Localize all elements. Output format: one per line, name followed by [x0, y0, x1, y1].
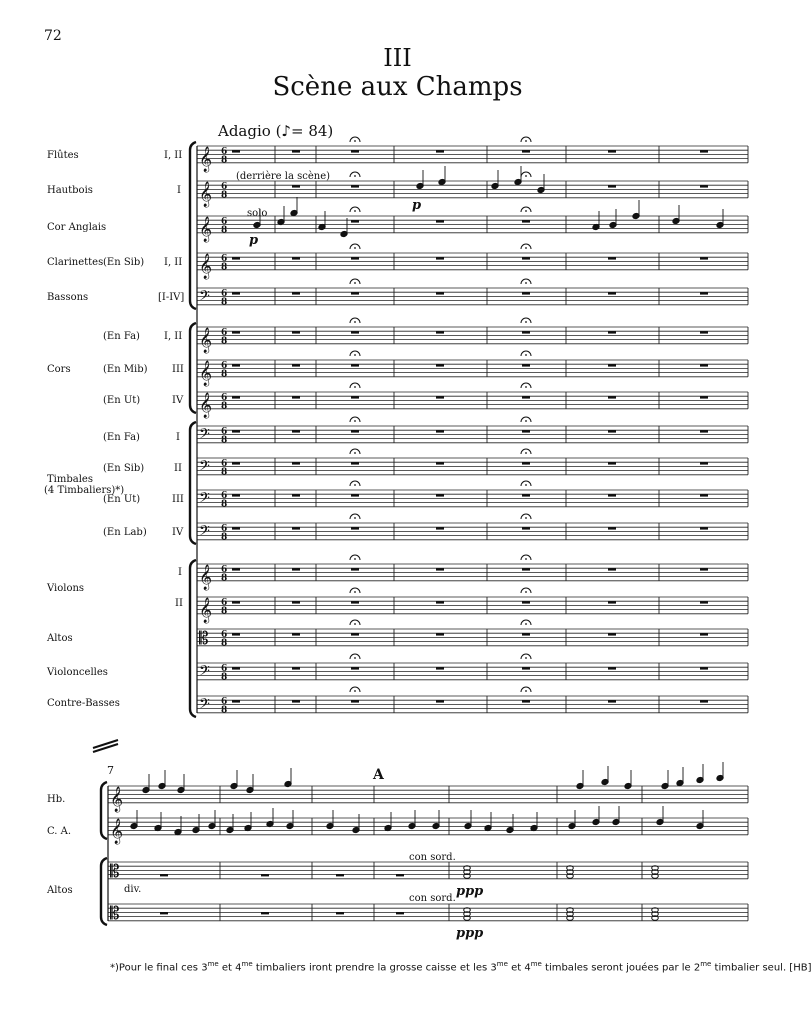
fermata-dot [525, 140, 527, 142]
fermata-dot [354, 175, 356, 177]
whole-rest [232, 396, 240, 398]
time-signature-top: 6 [221, 697, 228, 707]
footnote-sup-2: me [241, 960, 253, 968]
whole-rest [292, 568, 300, 570]
clefs [110, 146, 227, 924]
annotation-div: div. [124, 884, 142, 895]
whole-rest [292, 292, 300, 294]
transposition-label-timp-4: (En Lab) [103, 527, 147, 538]
bass-clef: 𝄢 [199, 522, 210, 543]
transposition-label-horn-3: (En Ut) [103, 395, 141, 406]
whole-rest [522, 568, 530, 570]
whole-rest [608, 601, 616, 603]
time-signature-top: 6 [221, 182, 228, 192]
fermata-dot [354, 210, 356, 212]
whole-rest [232, 364, 240, 366]
whole-rest [292, 462, 300, 464]
time-signature-top: 6 [221, 491, 228, 501]
whole-rest [232, 633, 240, 635]
whole-rest [396, 874, 404, 876]
fermata-dot [354, 690, 356, 692]
time-signature-bottom: 8 [221, 435, 228, 446]
whole-rest [608, 430, 616, 432]
time-signature-top: 6 [221, 217, 228, 227]
whole-rest [436, 601, 444, 603]
bass-clef: 𝄢 [199, 457, 210, 478]
whole-rest [292, 150, 300, 152]
treble-clef: 𝄞 [199, 327, 213, 353]
time-signature-bottom: 8 [221, 401, 228, 412]
whole-rest [351, 364, 359, 366]
whole-rest [522, 220, 530, 222]
whole-rest [700, 494, 708, 496]
whole-rest [436, 700, 444, 702]
whole-rest [522, 257, 530, 259]
whole-rest [336, 874, 344, 876]
fermata-dot [525, 247, 527, 249]
whole-rest [700, 331, 708, 333]
movement-title: Scène aux Champs [272, 72, 523, 102]
footnote-marker: *) [110, 962, 119, 974]
whole-rest [396, 912, 404, 914]
transposition-label-timp-2: (En Sib) [103, 463, 145, 474]
fermata-dot [354, 591, 356, 593]
time-signature-bottom: 8 [221, 225, 228, 236]
whole-rest [292, 257, 300, 259]
treble-clef: 𝄞 [110, 818, 124, 844]
footnote-text-5: timbales seront jouées par le 2 [541, 962, 701, 974]
whole-rest [232, 568, 240, 570]
time-signature-top: 6 [221, 664, 228, 674]
whole-rest [700, 462, 708, 464]
bass-clef: 𝄢 [199, 425, 210, 446]
whole-rest [292, 185, 300, 187]
instrument-label-basses: Contre-Basses [47, 698, 120, 709]
time-signature-top: 6 [221, 147, 228, 157]
whole-rest [700, 257, 708, 259]
instrument-label-violins: Violons [47, 583, 85, 594]
transposition-label-horn-2: (En Mib) [103, 364, 148, 375]
time-signature-top: 6 [221, 393, 228, 403]
whole-rest [608, 462, 616, 464]
part-label-timp-3: III [172, 494, 184, 505]
annotation-offstage: (derrière la scène) [236, 171, 331, 182]
measure-number: 7 [107, 764, 114, 777]
whole-rest [436, 568, 444, 570]
whole-rest [261, 912, 269, 914]
fermata-dot [354, 657, 356, 659]
fermata-dot [525, 558, 527, 560]
whole-rest [436, 633, 444, 635]
footnote-text-3: timbaliers iront prendre la grosse caisse et les 3 [252, 962, 497, 974]
whole-rest [351, 667, 359, 669]
whole-rest [351, 633, 359, 635]
dynamic-ppp-2: ppp [456, 926, 484, 941]
part-label-horn-3: IV [172, 395, 184, 406]
system-divider [93, 740, 118, 748]
whole-rest [232, 667, 240, 669]
whole-rest [608, 364, 616, 366]
fermata-dot [525, 321, 527, 323]
whole-rest [232, 292, 240, 294]
part-label-clarinets: I, II [164, 257, 183, 268]
transposition-label-timp-1: (En Fa) [103, 432, 140, 443]
whole-rest [292, 430, 300, 432]
whole-rest [522, 494, 530, 496]
whole-rest [336, 912, 344, 914]
whole-rest [522, 700, 530, 702]
whole-rest [700, 185, 708, 187]
whole-rest [351, 185, 359, 187]
instrument-label-hb: Hb. [47, 794, 66, 805]
whole-rest [436, 150, 444, 152]
alto-clef: 𝄡 [199, 628, 209, 649]
whole-rest [232, 257, 240, 259]
whole-rest [351, 257, 359, 259]
bracket-hb-ca [101, 782, 107, 839]
part-label-oboe: I [177, 185, 181, 196]
whole-rest [700, 601, 708, 603]
time-signature-bottom: 8 [221, 467, 228, 478]
whole-rest [436, 396, 444, 398]
whole-rest [608, 292, 616, 294]
fermata-dot [525, 282, 527, 284]
fermata-dot [354, 452, 356, 454]
instrument-label-oboe: Hautbois [47, 185, 93, 196]
instrument-label-violas: Altos [47, 633, 73, 644]
system-divider [93, 744, 118, 752]
dynamic-ppp-1: ppp [456, 884, 484, 899]
time-signature-bottom: 8 [221, 573, 228, 584]
whole-rest [522, 150, 530, 152]
fermata-dot [354, 484, 356, 486]
whole-rest [351, 527, 359, 529]
time-signature-bottom: 8 [221, 190, 228, 201]
time-signature-bottom: 8 [221, 297, 228, 308]
whole-rest [522, 462, 530, 464]
whole-rest [232, 527, 240, 529]
whole-rest [436, 292, 444, 294]
whole-rest [608, 185, 616, 187]
whole-rest [522, 292, 530, 294]
whole-rest [608, 568, 616, 570]
footnote-text-2: et 4 [218, 962, 242, 974]
fermata-dot [354, 517, 356, 519]
part-label-flutes: I, II [164, 150, 183, 161]
whole-rest [700, 568, 708, 570]
instrument-label-clarinets: Clarinettes [47, 257, 104, 268]
whole-rest [292, 331, 300, 333]
footnote-text-6: timbalier seul. [HB] [711, 962, 812, 974]
whole-rest [608, 667, 616, 669]
whole-rest [232, 150, 240, 152]
footnote-sup-1: me [207, 960, 219, 968]
whole-rest [700, 633, 708, 635]
fermata-dot [525, 657, 527, 659]
fermata-dot [525, 386, 527, 388]
whole-rest [608, 257, 616, 259]
fermata-dot [525, 623, 527, 625]
whole-rest [160, 874, 168, 876]
fermata-dot [525, 517, 527, 519]
whole-rest [608, 331, 616, 333]
whole-rest [700, 667, 708, 669]
whole-rest [351, 494, 359, 496]
whole-rest [351, 462, 359, 464]
time-signature-top: 6 [221, 459, 228, 469]
part-label-horn-1: I, II [164, 331, 183, 342]
bass-clef: 𝄢 [199, 489, 210, 510]
treble-clef: 𝄞 [199, 146, 213, 172]
whole-rest [608, 396, 616, 398]
transposition-label-horn-1: (En Fa) [103, 331, 140, 342]
instrument-label-cellos: Violoncelles [47, 667, 108, 678]
fermata-dot [354, 140, 356, 142]
bracket-strings [190, 560, 196, 717]
whole-rest [261, 874, 269, 876]
time-signature-top: 6 [221, 630, 228, 640]
treble-clef: 𝄞 [199, 597, 213, 623]
time-signature-bottom: 8 [221, 606, 228, 617]
whole-rest [522, 364, 530, 366]
treble-clef: 𝄞 [199, 564, 213, 590]
fermata-dot [354, 386, 356, 388]
time-signature-bottom: 8 [221, 672, 228, 683]
fermata-dot [525, 690, 527, 692]
whole-rest [700, 150, 708, 152]
part-label-timp-4: IV [172, 527, 184, 538]
time-signature-bottom: 8 [221, 336, 228, 347]
fermata-dot [354, 623, 356, 625]
time-signature-top: 6 [221, 328, 228, 338]
part-label-timp-1: I [176, 432, 180, 443]
annotation-solo: solo [247, 208, 268, 219]
fermata-dot [354, 247, 356, 249]
whole-rest [700, 364, 708, 366]
tempo-marking: Adagio (♪= 84) [218, 122, 334, 140]
time-signature-bottom: 8 [221, 705, 228, 716]
whole-rest [351, 292, 359, 294]
fermata-dot [525, 354, 527, 356]
time-signature-top: 6 [221, 254, 228, 264]
whole-rest [351, 396, 359, 398]
time-signature-top: 6 [221, 524, 228, 534]
fermata-dot [354, 321, 356, 323]
whole-rest [608, 633, 616, 635]
whole-rest [351, 700, 359, 702]
instrument-label-altos: Altos [47, 885, 73, 896]
whole-rest [351, 430, 359, 432]
whole-rest [522, 430, 530, 432]
bracket-woodwinds [190, 142, 196, 309]
fermata-dot [354, 354, 356, 356]
whole-rest [351, 220, 359, 222]
bracket-horns [190, 323, 196, 413]
whole-rest [292, 364, 300, 366]
time-signature-bottom: 8 [221, 262, 228, 273]
instrument-label-horns: Cors [47, 364, 71, 375]
whole-rest [351, 568, 359, 570]
bracket-altos [101, 858, 107, 925]
part-label-horn-2: III [172, 364, 184, 375]
rehearsal-mark: A [373, 767, 384, 783]
whole-rest [292, 494, 300, 496]
footnote-text-1: Pour le final ces 3 [118, 962, 208, 974]
alto-clef: 𝄡 [110, 861, 120, 882]
whole-rest [436, 331, 444, 333]
whole-rest [232, 601, 240, 603]
fermata-dot [354, 558, 356, 560]
whole-rest [160, 912, 168, 914]
notes [130, 166, 724, 920]
fermata-dot [525, 210, 527, 212]
whole-rest [232, 462, 240, 464]
time-signature-top: 6 [221, 361, 228, 371]
whole-rest [232, 331, 240, 333]
movement-number: III [383, 44, 412, 72]
whole-rest [232, 430, 240, 432]
instrument-label-cor-anglais: Cor Anglais [47, 222, 107, 233]
fermata-dot [525, 420, 527, 422]
time-signature-bottom: 8 [221, 532, 228, 543]
whole-rest [232, 494, 240, 496]
whole-rest [522, 527, 530, 529]
dynamic-p-oboe: p [412, 198, 422, 213]
instrument-label-ca: C. A. [47, 826, 72, 837]
footnote-sup-3: me [496, 960, 508, 968]
whole-rest [436, 667, 444, 669]
time-signature-bottom: 8 [221, 638, 228, 649]
whole-rest [608, 527, 616, 529]
page-number: 72 [44, 28, 62, 44]
annotation-con-sord-1: con sord. [409, 852, 456, 863]
whole-rest [700, 430, 708, 432]
fermata-dot [525, 452, 527, 454]
treble-clef: 𝄞 [199, 360, 213, 386]
whole-rest [292, 396, 300, 398]
part-label-timp-2: II [174, 463, 182, 474]
treble-clef: 𝄞 [199, 216, 213, 242]
whole-rest [700, 396, 708, 398]
whole-rest [232, 700, 240, 702]
bracket-timpani [190, 422, 196, 544]
instrument-label-bassoons: Bassons [47, 292, 89, 303]
whole-rest [522, 633, 530, 635]
treble-clef: 𝄞 [199, 181, 213, 207]
part-label-violin-1: I [178, 567, 182, 578]
whole-rest [292, 527, 300, 529]
treble-clef: 𝄞 [199, 253, 213, 279]
whole-rest [436, 257, 444, 259]
whole-rest [700, 292, 708, 294]
whole-rest [436, 462, 444, 464]
instrument-label-timpani: Timbales [47, 474, 93, 485]
bass-clef: 𝄢 [199, 662, 210, 683]
footnote-text-4: et 4 [507, 962, 531, 974]
whole-rest [436, 364, 444, 366]
rests [160, 137, 708, 914]
whole-rest [436, 527, 444, 529]
time-signature-top: 6 [221, 565, 228, 575]
bass-clef: 𝄢 [199, 287, 210, 308]
whole-rest [608, 494, 616, 496]
whole-rest [700, 527, 708, 529]
footnote-sup-5: me [700, 960, 712, 968]
time-signature-top: 6 [221, 598, 228, 608]
whole-rest [292, 633, 300, 635]
whole-rest [436, 494, 444, 496]
annotation-con-sord-2: con sord. [409, 893, 456, 904]
whole-rest [522, 601, 530, 603]
time-signature-bottom: 8 [221, 155, 228, 166]
whole-rest [522, 667, 530, 669]
fermata-dot [354, 282, 356, 284]
treble-clef: 𝄞 [110, 786, 124, 812]
fermata-dot [525, 591, 527, 593]
transposition-label-timp-3: (En Ut) [103, 494, 141, 505]
whole-rest [351, 150, 359, 152]
part-label-violin-2: II [175, 598, 183, 609]
whole-rest [700, 700, 708, 702]
time-signature-top: 6 [221, 427, 228, 437]
fermata-dot [525, 484, 527, 486]
whole-rest [436, 220, 444, 222]
whole-rest [608, 700, 616, 702]
instrument-label-flutes: Flûtes [47, 150, 79, 161]
part-label-bassoons: [I-IV] [158, 292, 185, 303]
time-signature-bottom: 8 [221, 499, 228, 510]
treble-clef: 𝄞 [199, 392, 213, 418]
whole-rest [292, 667, 300, 669]
bass-clef: 𝄢 [199, 695, 210, 716]
timpani-sublabel: (4 Timbaliers)*) [44, 485, 125, 496]
whole-rest [436, 430, 444, 432]
whole-rest [292, 700, 300, 702]
whole-rest [608, 150, 616, 152]
whole-rest [292, 601, 300, 603]
whole-rest [522, 331, 530, 333]
alto-clef: 𝄡 [110, 903, 120, 924]
whole-rest [522, 396, 530, 398]
time-signature-top: 6 [221, 289, 228, 299]
whole-rest [351, 601, 359, 603]
time-signature-bottom: 8 [221, 369, 228, 380]
whole-rest [351, 331, 359, 333]
footnote-sup-4: me [530, 960, 542, 968]
fermata-dot [525, 175, 527, 177]
dynamic-p-cor-anglais: p [249, 233, 259, 248]
transposition-label-clarinets: (En Sib) [103, 257, 145, 268]
fermata-dot [354, 420, 356, 422]
